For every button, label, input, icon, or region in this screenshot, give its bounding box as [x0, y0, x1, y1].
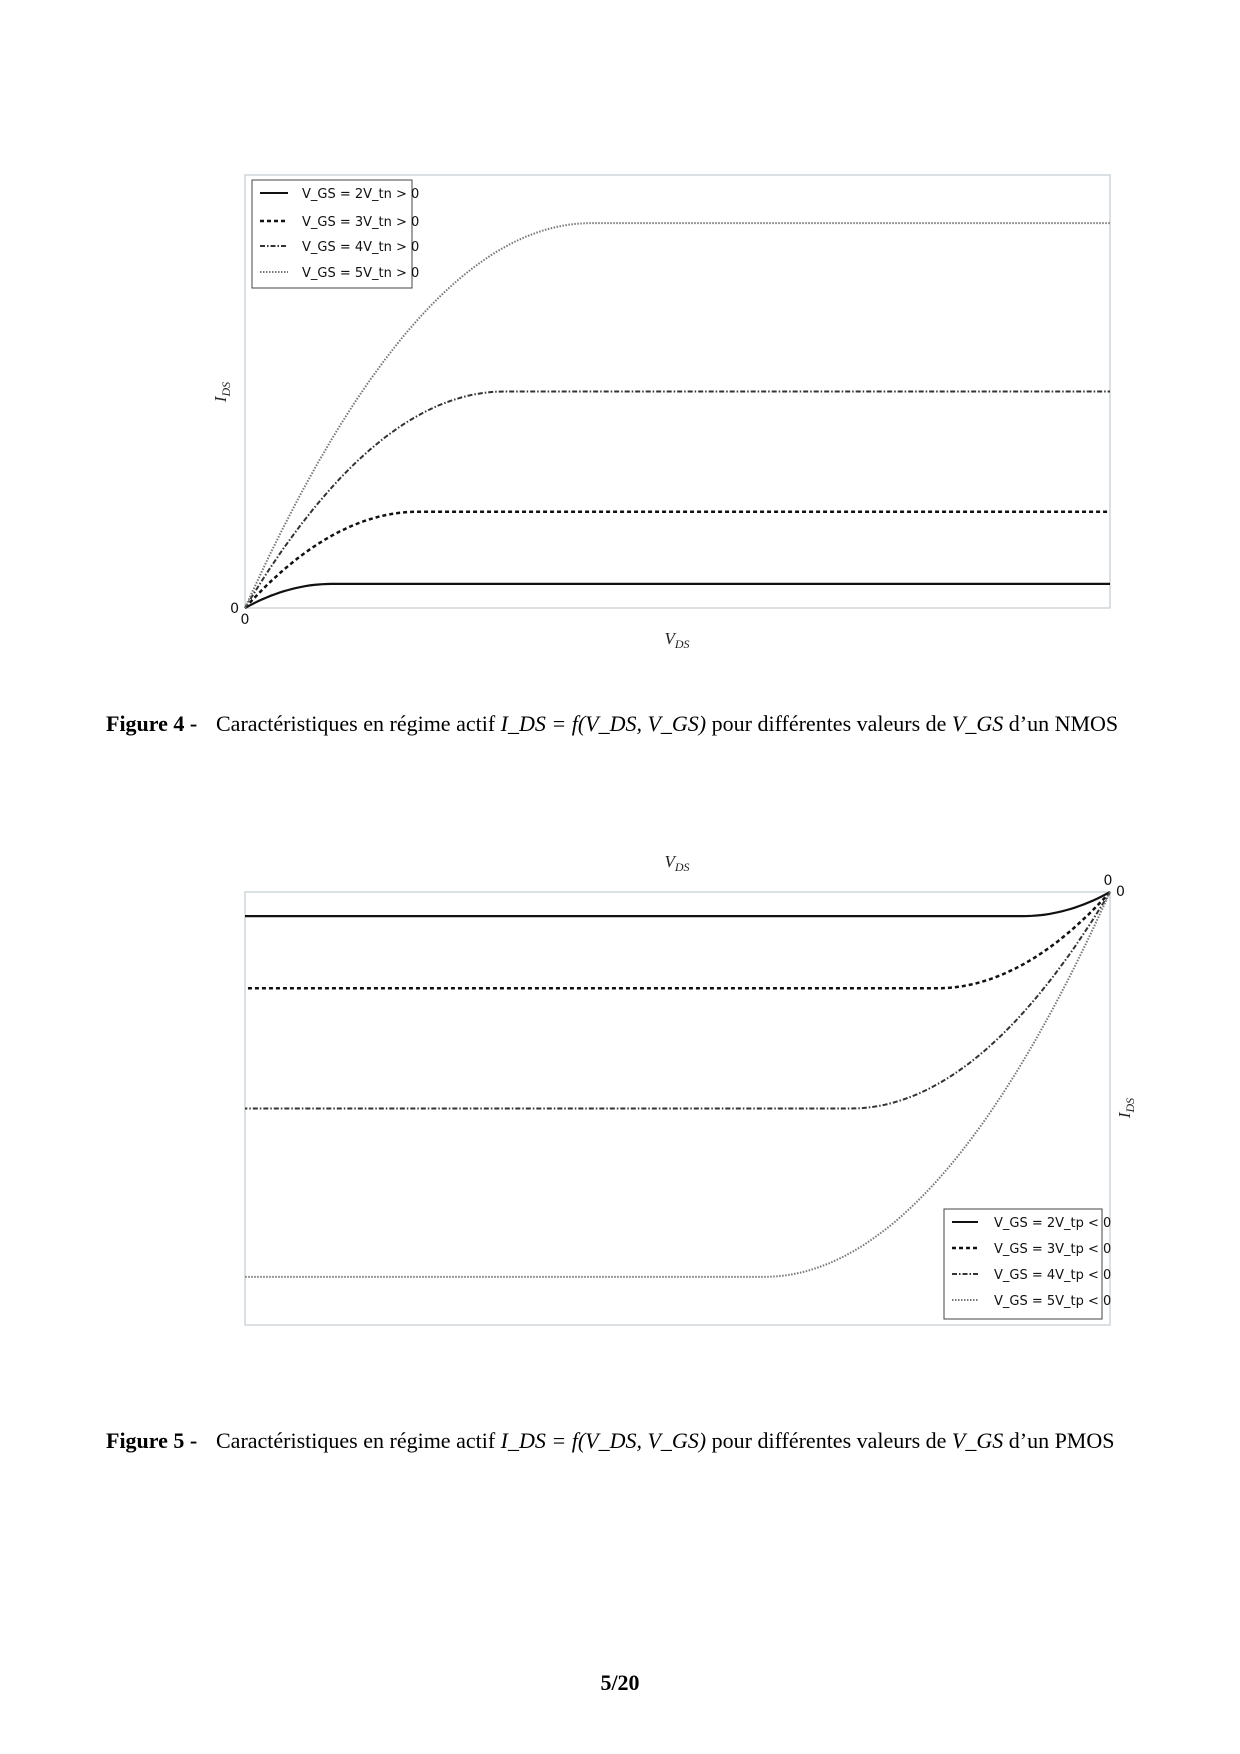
pmos-x-axis-label: $V_{DS}$: [664, 852, 690, 874]
pmos-x-tick-0: 0: [1103, 873, 1113, 889]
nmos-x-axis-label: $V_{DS}$: [664, 629, 690, 651]
figure5-caption-after: d’un PMOS: [1003, 1428, 1115, 1453]
nmos-legend-label-2: V_GS = 3V_tn > 0: [302, 215, 420, 230]
figure4-caption-formula: I_DS = f(V_DS, V_GS): [500, 711, 707, 736]
pmos-series-line-3: [245, 892, 1110, 1109]
page-number: 5/20: [600, 1670, 640, 1695]
nmos-x-tick-0: 0: [240, 612, 250, 628]
nmos-y-axis-label: $I_{DS}$: [211, 381, 233, 403]
nmos-y-tick-0: 0: [230, 601, 239, 617]
figure4-caption-mid: pour différentes valeurs de: [706, 711, 952, 736]
figure4-caption-var: V_GS: [951, 711, 1004, 736]
pmos-legend-label-2: V_GS = 3V_tp < 0: [994, 1242, 1112, 1257]
nmos-legend-label-4: V_GS = 5V_tn > 0: [302, 266, 420, 281]
pmos-y-tick-0: 0: [1116, 884, 1125, 900]
figure4-caption-before: Caractéristiques en régime actif: [216, 711, 501, 736]
pmos-y-axis-label: $I_{DS}$: [1115, 1097, 1137, 1119]
pmos-legend-label-3: V_GS = 4V_tp < 0: [994, 1268, 1112, 1283]
pmos-legend: [944, 1209, 1111, 1319]
figure4-caption-after: d’un NMOS: [1003, 711, 1119, 736]
figure4-label: Figure 4 -: [106, 711, 198, 736]
nmos-legend-label-3: V_GS = 4V_tn > 0: [302, 240, 420, 255]
pmos-legend-label-1: V_GS = 2V_tp < 0: [994, 1216, 1112, 1231]
figure5-caption-before: Caractéristiques en régime actif: [216, 1428, 501, 1453]
figure5-caption: [106, 1424, 1136, 1458]
figure5-label: Figure 5 -: [106, 1428, 198, 1453]
pmos-series-line-1: [245, 892, 1110, 916]
nmos-legend-label-1: V_GS = 2V_tn > 0: [302, 187, 420, 202]
figure5-caption-var: V_GS: [951, 1428, 1004, 1453]
pmos-series-line-2: [245, 892, 1110, 988]
figure5-caption-mid: pour différentes valeurs de: [706, 1428, 952, 1453]
figure5-caption-body: [216, 1424, 1136, 1458]
pmos-legend-label-4: V_GS = 5V_tp < 0: [994, 1294, 1112, 1309]
figure5-caption-formula: I_DS = f(V_DS, V_GS): [500, 1428, 707, 1453]
